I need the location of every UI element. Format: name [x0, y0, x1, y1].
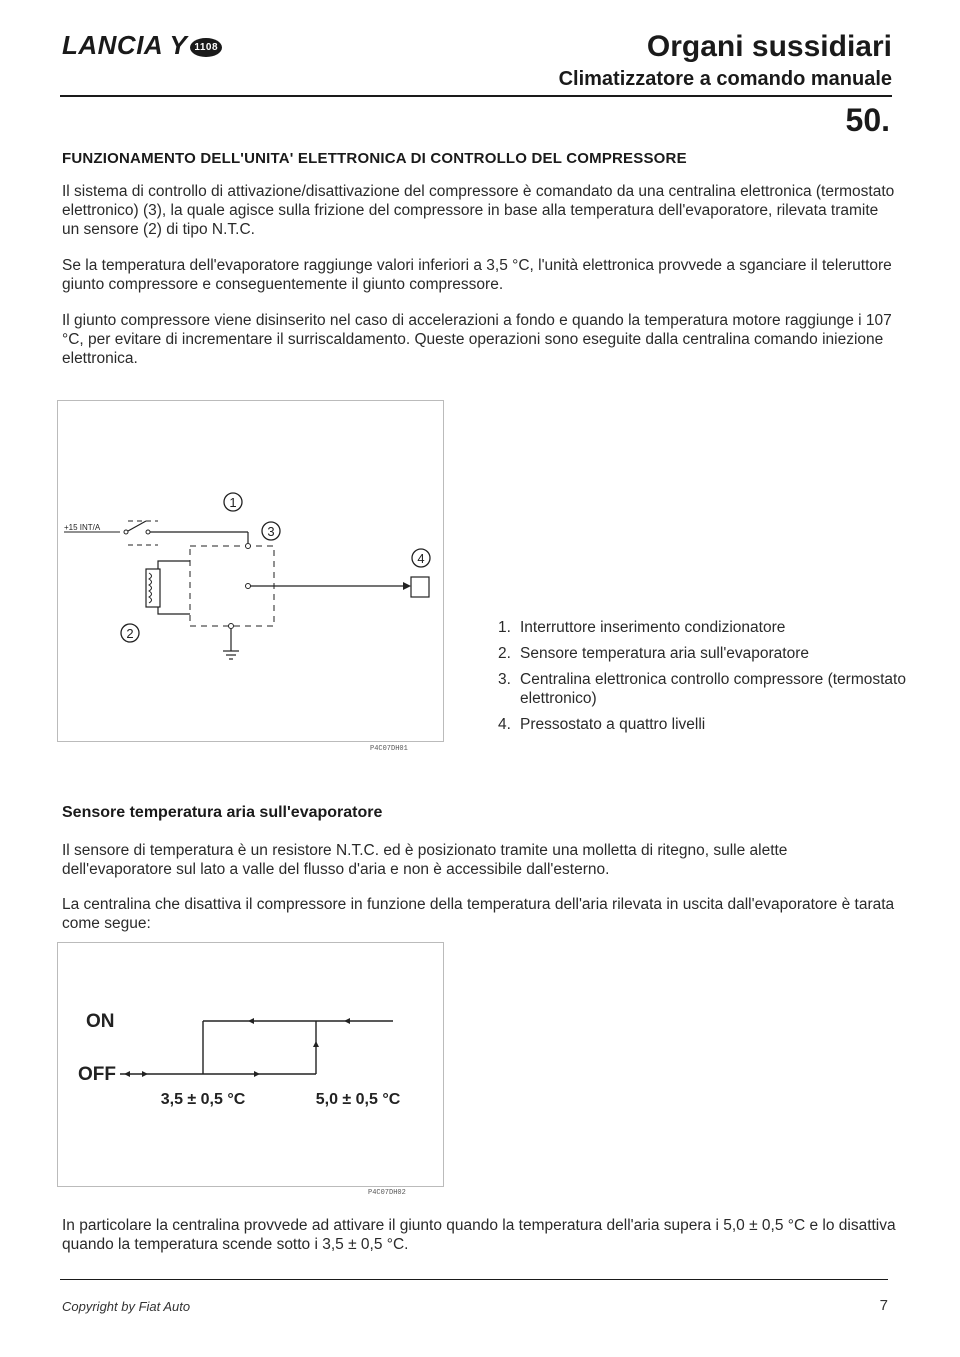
unit-output-pin [246, 584, 251, 589]
switch-contact-a [124, 530, 128, 534]
figure2-code: P4C07DH02 [368, 1189, 406, 1197]
section-title: Organi sussidiari [646, 30, 892, 63]
pressure-switch-symbol [411, 577, 429, 597]
output-arrow [403, 582, 411, 590]
legend-item: 3. Centralina elettronica controllo compressore (termostato elettronico) [498, 671, 906, 707]
copyright-text: Copyright by Fiat Auto [62, 1299, 191, 1314]
closing-paragraph: In particolare la centralina provvede ad attivare il giunto quando la temperatura dell'aria supera i 5,0 ± 0,5 °C e lo disattiva quando la temperatura scende sotto i 3,5 ± 0,5 °C. [62, 1217, 896, 1253]
main-heading: FUNZIONAMENTO DELL'UNITA' ELETTRONICA DI CONTROLLO DEL COMPRESSORE [62, 150, 687, 167]
brand-name: LANCIA Y [62, 30, 188, 60]
on-label: ON [86, 1011, 115, 1032]
ntc-sensor-symbol [146, 569, 160, 607]
low-threshold-label: 3,5 ± 0,5 °C [160, 1091, 246, 1108]
footer-divider [60, 1279, 888, 1280]
intro-paragraph-3: Il giunto compressore viene disinserito nel caso di accelerazioni a fondo e quando la temperatura motore raggiunge i 107 °C, per evitare di incrementare il surriscaldamento. Queste operazioni sono eseguite dalla centralina comando iniezione elettronica. [62, 312, 892, 367]
on-arrow-left [248, 1018, 254, 1024]
hysteresis-diagram-frame [57, 942, 444, 1187]
circuit-diagram-frame [57, 400, 444, 742]
intro-paragraph-2: Se la temperatura dell'evaporatore raggiunge valori inferiori a 3,5 °C, l'unità elettronica provvede a sganciare il teleruttore giunto compressore e conseguentemente il giunto compressore. [62, 257, 892, 293]
unit-ground-pin [229, 624, 234, 629]
off-arrow-right-2 [254, 1071, 260, 1077]
sensor-paragraph-2: La centralina che disattiva il compressore in funzione della temperatura dell'aria rilevata in uscita dall'evaporatore è tarata come segue: [62, 896, 895, 932]
legend-item: 4. Pressostato a quattro livelli [498, 716, 706, 733]
circuit-diagram [58, 401, 443, 741]
switch-contact-b [146, 530, 150, 534]
sensor-leads [158, 561, 190, 614]
diagram-legend [498, 618, 918, 741]
sensor-paragraph-1: Il sensore di temperatura è un resistore N.T.C. ed è posizionato tramite una molletta di ritegno, sulle alette dell'evaporatore sul lato a valle del flusso d'aria e non è accessibile dall'esterno. [62, 842, 788, 878]
figure1-code: P4C07DH01 [370, 745, 408, 753]
unit-input-pin [246, 544, 251, 549]
sensor-heading: Sensore temperatura aria sull'evaporatore [62, 804, 383, 821]
switch-lever [128, 521, 146, 531]
brand-logo [62, 30, 222, 61]
on-arrow-left-2 [344, 1018, 350, 1024]
callout-4-label: 4 [417, 551, 425, 566]
page-number: 7 [879, 1297, 888, 1314]
header-divider [60, 95, 892, 97]
supply-label: +15 INT/A [64, 523, 101, 532]
legend-item: 1. Interruttore inserimento condizionatore [498, 619, 786, 636]
off-arrow-right [142, 1071, 148, 1077]
intro-paragraph-1: Il sistema di controllo di attivazione/disattivazione del compressore è comandato da una centralina elettronica (termostato elettronico) (3), la quale agisce sulla frizione del compressore in base alla temperatura dell'evaporatore, rilevata tramite un sensore (2) di tipo N.T.C. [62, 183, 895, 238]
up-arrow [313, 1041, 319, 1047]
callout-3-label: 3 [267, 524, 275, 539]
switch-dashed-box [128, 521, 158, 545]
callout-1-label: 1 [229, 495, 237, 510]
legend-item: 2. Sensore temperatura aria sull'evaporatore [498, 645, 810, 662]
page-code: 50. [845, 102, 890, 138]
off-arrow-left [124, 1071, 130, 1077]
model-badge: 1108 [190, 38, 222, 57]
callout-2-label: 2 [126, 626, 134, 641]
section-subtitle: Climatizzatore a comando manuale [558, 68, 892, 90]
high-threshold-label: 5,0 ± 0,5 °C [315, 1091, 401, 1108]
off-label: OFF [78, 1064, 116, 1085]
hysteresis-diagram [58, 943, 443, 1186]
